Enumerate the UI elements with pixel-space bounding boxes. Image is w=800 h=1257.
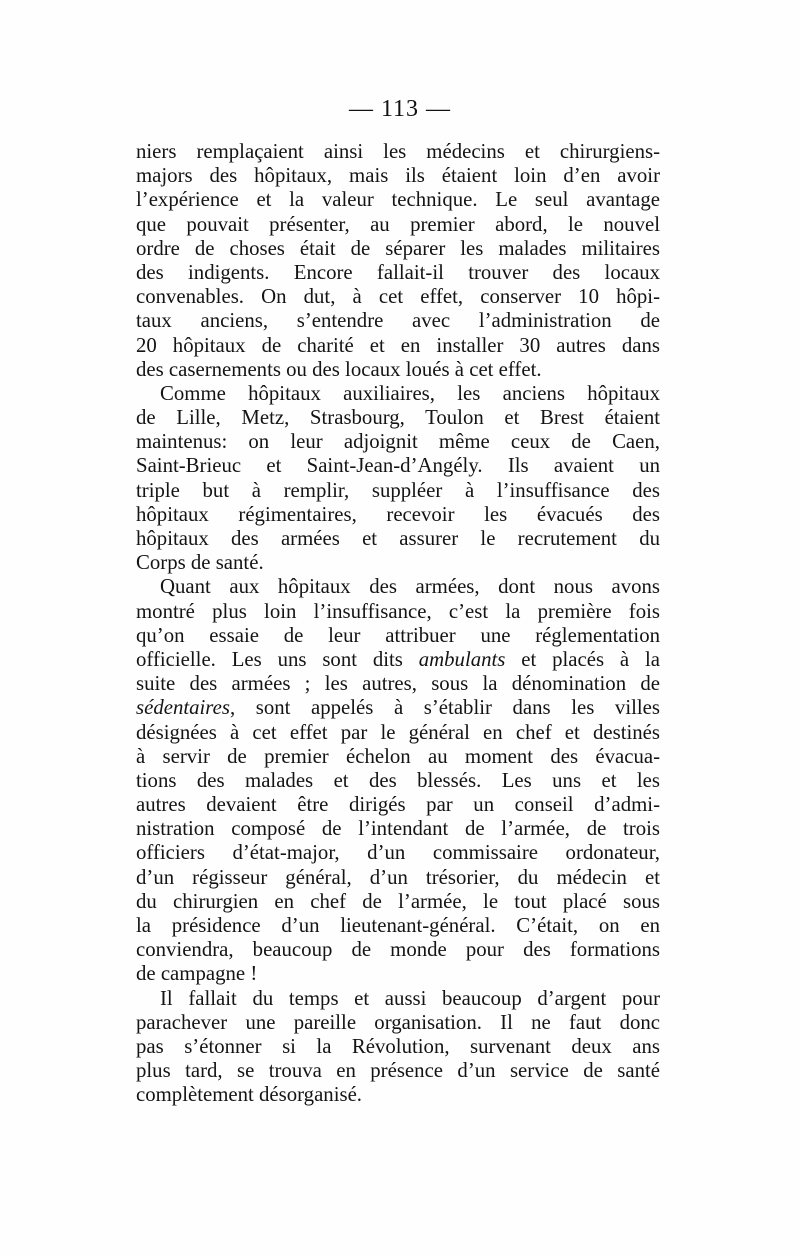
text-line: à servir de premier échelon au moment des évacua-	[136, 744, 660, 768]
text-line: plus tard, se trouva en présence d’un service de santé	[136, 1059, 660, 1083]
paragraph	[136, 575, 660, 986]
text-line: ordre de choses était de séparer les malades militaires	[136, 236, 660, 260]
text-line: pas s’étonner si la Révolution, survenant deux ans	[136, 1034, 660, 1058]
text-line: Comme hôpitaux auxiliaires, les anciens hôpitaux	[160, 381, 660, 405]
text-line: Saint-Brieuc et Saint-Jean-d’Angély. Ils avaient un	[136, 454, 660, 478]
paragraph	[136, 140, 660, 382]
text-line: tions des malades et des blessés. Les uns et les	[136, 768, 660, 792]
text-line: suite des armées ; les autres, sous la dénomination de	[136, 672, 660, 696]
text-line: d’un régisseur général, d’un trésorier, du médecin et	[136, 865, 660, 889]
text-line: la présidence d’un lieutenant-général. C’était, on en	[136, 914, 660, 937]
text-line: parachever une pareille organisation. Il ne faut donc	[136, 1010, 660, 1034]
italic-term: sédentaires	[136, 696, 230, 720]
text-line: majors des hôpitaux, mais ils étaient loin d’en avoir	[136, 164, 660, 188]
text-line: qu’on essaie de leur attribuer une réglementation	[136, 623, 660, 647]
text-line: hôpitaux régimentaires, recevoir les évacués des	[136, 502, 660, 526]
text-line: désignées à cet effet par le général en chef et destinés	[136, 720, 660, 744]
text-line: 20 hôpitaux de charité et en installer 30 autres dans	[136, 333, 660, 357]
paragraph	[136, 382, 660, 576]
text-line: l’expérience et la valeur technique. Le seul avantage	[136, 188, 660, 212]
text-line: de campagne !	[136, 962, 258, 986]
text-line: sédentaires, sont appelés à s’établir dans les villes	[136, 696, 660, 720]
text-line: nistration composé de l’intendant de l’armée, de trois	[136, 817, 660, 841]
text-line: maintenus: on leur adjoignit même ceux de Caen,	[136, 430, 660, 454]
text-line: officielle. Les uns sont dits ambulants et placés à la	[136, 647, 660, 671]
text-line: hôpitaux des armées et assurer le recrutement du	[136, 527, 660, 550]
text-line: complètement désorganisé.	[136, 1083, 363, 1107]
text-line: niers remplaçaient ainsi les médecins et chirurgiens-	[136, 140, 660, 163]
text-line: de Lille, Metz, Strasbourg, Toulon et Brest étaient	[136, 406, 660, 430]
text-line: conviendra, beaucoup de monde pour des formations	[136, 938, 660, 962]
body-text	[136, 140, 660, 1108]
page-number: — 113 —	[348, 96, 452, 122]
text-line: triple but à remplir, suppléer à l’insuffisance des	[136, 478, 660, 502]
text-line: Il fallait du temps et aussi beaucoup d’argent pour	[160, 986, 660, 1010]
text-line: que pouvait présenter, au premier abord, le nouvel	[136, 212, 660, 236]
text-line: Quant aux hôpitaux des armées, dont nous avons	[160, 575, 660, 599]
text-line: des indigents. Encore fallait-il trouver des locaux	[136, 260, 660, 284]
text-line: autres devaient être dirigés par un conseil d’admi-	[136, 793, 660, 817]
paragraph	[136, 987, 660, 1108]
text-line: du chirurgien en chef de l’armée, le tout placé sous	[136, 889, 660, 913]
text-line: convenables. On dut, à cet effet, conserver 10 hôpi-	[136, 285, 660, 309]
italic-term: ambulants	[418, 647, 506, 671]
text-line: des casernements ou des locaux loués à cet effet.	[136, 357, 542, 381]
text-line: Corps de santé.	[136, 551, 264, 575]
text-line: taux anciens, s’entendre avec l’administration de	[136, 309, 660, 333]
text-line: montré plus loin l’insuffisance, c’est la première fois	[136, 599, 660, 623]
text-line: officiers d’état-major, d’un commissaire ordonateur,	[136, 841, 660, 865]
